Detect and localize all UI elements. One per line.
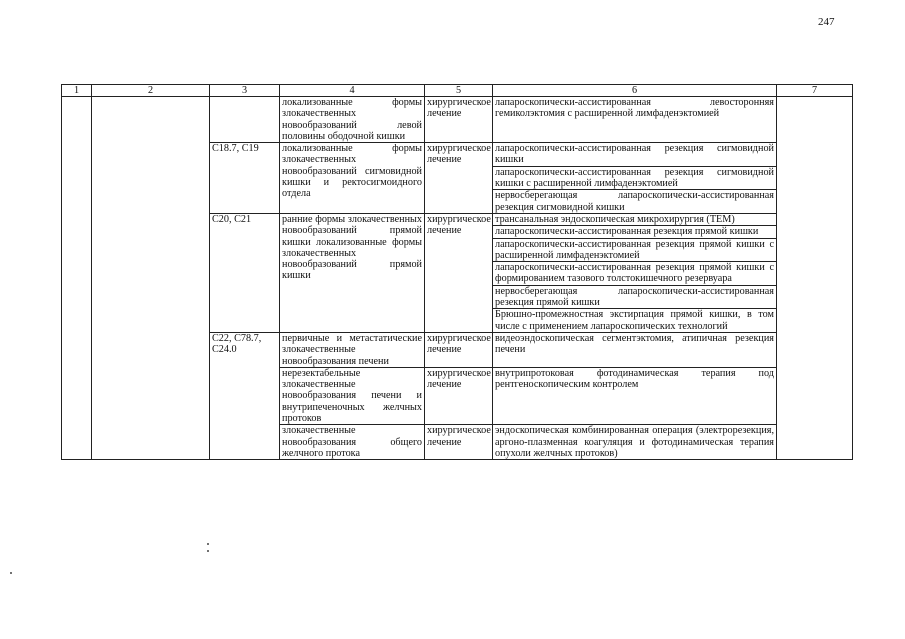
diagnosis-cell: злокачественные новообразования общего желчного протока	[280, 425, 425, 460]
code-cell: C20, C21	[210, 213, 280, 332]
treatment-cell: хирургическое лечение	[425, 213, 493, 332]
code-cell: C22, C78.7, C24.0	[210, 332, 280, 459]
diagnosis-cell: первичные и метастатические злокачественные новообразования печени	[280, 332, 425, 367]
page-number: 247	[818, 16, 835, 28]
treatment-cell: хирургическое лечение	[425, 367, 493, 424]
method-cell: внутрипротоковая фотодинамическая терапия под рентгеноскопическим контролем	[493, 367, 777, 424]
scan-speck	[207, 550, 209, 552]
column-number: 7	[777, 85, 853, 97]
method-cell: лапароскопически-ассистированная резекция прямой кишки с расширенной лимфаденэктомией	[493, 238, 777, 262]
treatment-cell: хирургическое лечение	[425, 143, 493, 214]
column-number: 3	[210, 85, 280, 97]
scan-speck	[207, 543, 209, 545]
column-number: 1	[62, 85, 92, 97]
scan-speck	[10, 572, 12, 574]
method-cell: лапароскопически-ассистированная резекция прямой кишки с формированием тазового толстокишечного резервуара	[493, 262, 777, 286]
column-number: 4	[280, 85, 425, 97]
procedures-table	[61, 84, 853, 460]
diagnosis-cell: локализованные формы злокачественных новообразований сигмовидной кишки и ректосигмоидного отдела	[280, 143, 425, 214]
method-cell: нервосберегающая лапароскопически-ассистированная резекция прямой кишки	[493, 285, 777, 309]
method-cell: трансанальная эндоскопическая микрохирургия (ТЕМ)	[493, 213, 777, 225]
method-cell: эндоскопическая комбинированная операция (электрорезекция, аргоно-плазменная коагуляция и фотодинамическая терапия опухоли желчных протоков)	[493, 425, 777, 460]
col7-cell	[777, 97, 853, 460]
column-numbers-row	[62, 85, 853, 97]
method-cell: лапароскопически-ассистированная резекция сигмовидной кишки	[493, 143, 777, 167]
code-cell: C18.7, C19	[210, 143, 280, 214]
method-cell: нервосберегающая лапароскопически-ассистированная резекция сигмовидной кишки	[493, 190, 777, 214]
column-number: 2	[92, 85, 210, 97]
col2-cell	[92, 97, 210, 460]
method-cell: Брюшно-промежностная экстирпация прямой кишки, в том числе с применением лапароскопических технологий	[493, 309, 777, 333]
method-cell: лапароскопически-ассистированная левосторонняя гемиколэктомия с расширенной лимфаденэктомией	[493, 97, 777, 143]
table-row	[62, 97, 853, 143]
diagnosis-cell: нерезектабельные злокачественные новообразования печени и внутрипеченочных желчных протоков	[280, 367, 425, 424]
column-number: 5	[425, 85, 493, 97]
code-cell	[210, 97, 280, 143]
method-cell: лапароскопически-ассистированная резекция сигмовидной кишки с расширенной лимфаденэктомией	[493, 166, 777, 190]
treatment-cell: хирургическое лечение	[425, 332, 493, 367]
treatment-cell: хирургическое лечение	[425, 97, 493, 143]
method-cell: лапароскопически-ассистированная резекция прямой кишки	[493, 226, 777, 238]
diagnosis-cell: ранние формы злокачественных новообразований прямой кишки локализованные формы злокачественных новообразований прямой кишки	[280, 213, 425, 332]
treatment-cell: хирургическое лечение	[425, 425, 493, 460]
column-number: 6	[493, 85, 777, 97]
col1-cell	[62, 97, 92, 460]
diagnosis-cell: локализованные формы злокачественных новообразований левой половины ободочной кишки	[280, 97, 425, 143]
method-cell: видеоэндоскопическая сегментэктомия, атипичная резекция печени	[493, 332, 777, 367]
